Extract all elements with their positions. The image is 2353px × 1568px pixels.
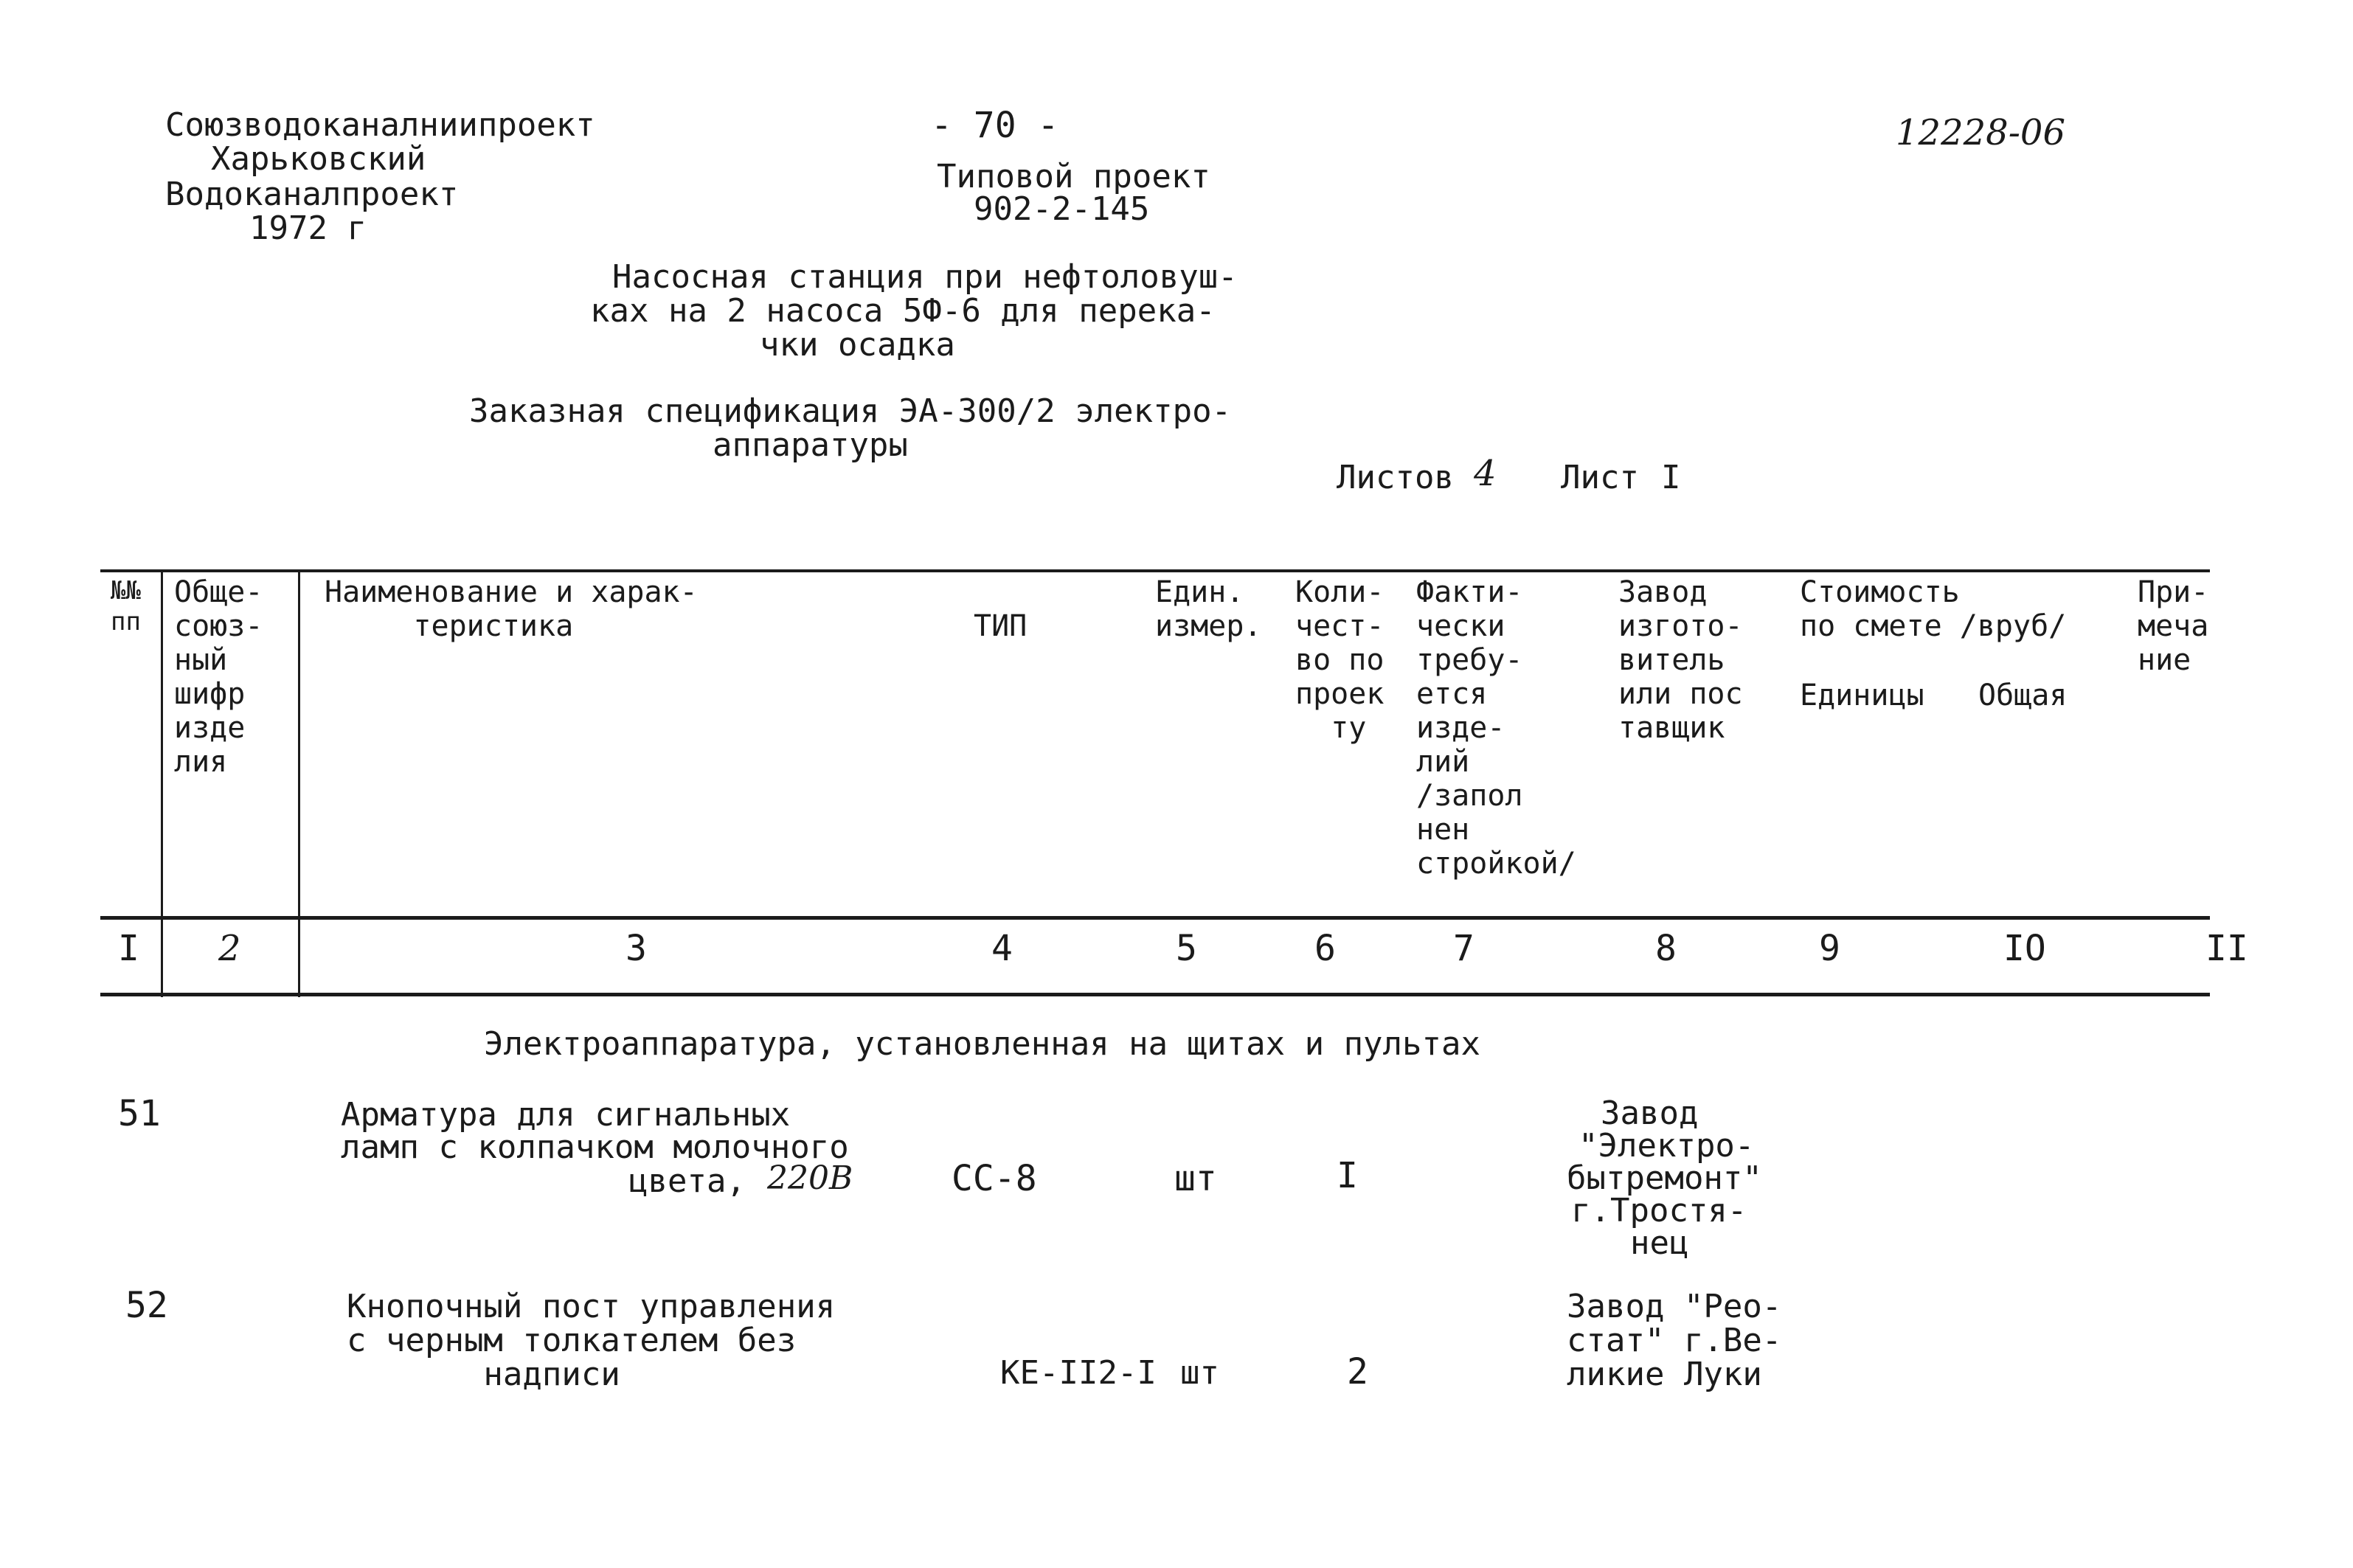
sheets-total-label: Листов	[1337, 459, 1454, 496]
row-52-maker-line-3: ликие Луки	[1567, 1356, 1762, 1393]
table-col-divider-2	[298, 572, 300, 997]
row-51-name-line-1: Арматура для сигнальных	[341, 1096, 791, 1134]
row-51-voltage-handwritten: 220В	[767, 1159, 853, 1197]
row-52-type: КЕ-II2-I	[1000, 1354, 1157, 1392]
col-header-cost: Стоимость по смете /вруб/	[1800, 575, 2067, 643]
row-52-maker-line-1: Завод "Рео-	[1567, 1288, 1782, 1325]
col-header-qty-project: Коли- чест- во по проек ту	[1295, 575, 1385, 745]
row-51-maker-line-1: Завод	[1601, 1095, 1699, 1132]
row-51-type: СС-8	[952, 1158, 1037, 1199]
col-header-cost-unit: Единицы	[1800, 679, 1924, 712]
row-52-maker-line-2: стат" г.Ве-	[1567, 1322, 1782, 1359]
row-51-number: 51	[118, 1093, 161, 1134]
row-51-maker-line-2: "Электро-	[1579, 1127, 1755, 1165]
row-52-name-line-1: Кнопочный пост управления	[347, 1288, 836, 1325]
row-51-name-line-3: цвета,	[628, 1162, 746, 1200]
project-label: Типовой проект	[937, 158, 1210, 195]
row-52-number: 52	[125, 1285, 168, 1326]
row-51-maker-line-5: нец	[1630, 1224, 1689, 1262]
col-header-note: При- меча ние	[2138, 575, 2209, 677]
col-header-cost-total: Общая	[1978, 679, 2068, 712]
object-title-line-1: Насосная станция при нефтоловуш-	[612, 258, 1238, 296]
object-title-line-2: ках на 2 насоса 5Ф-6 для перека-	[590, 292, 1216, 330]
row-52-qty: 2	[1347, 1351, 1368, 1392]
col-number-4: 4	[991, 928, 1013, 969]
col-header-manufacturer: Завод изгото- витель или пос тавщик	[1618, 575, 1743, 745]
col-number-1: I	[118, 928, 139, 969]
col-header-unit: Един. измер.	[1155, 575, 1262, 643]
organization-city: Харьковский	[211, 140, 426, 178]
sheet-value: I	[1661, 459, 1681, 496]
row-52-name-line-2: с черным толкателем без	[347, 1322, 797, 1359]
row-51-maker-line-4: г.Тростя-	[1571, 1192, 1747, 1229]
organization-division: Водоканалпроект	[165, 176, 459, 213]
project-code: 902-2-145	[974, 190, 1150, 228]
row-51-maker-line-3: бытремонт"	[1567, 1159, 1762, 1197]
object-title-line-3: чки осадка	[760, 326, 955, 364]
row-52-unit: шт	[1180, 1354, 1219, 1392]
organization-name: Союзводоканалниипроект	[165, 106, 595, 144]
organization-year: 1972 г	[249, 209, 367, 247]
col-number-7: 7	[1453, 928, 1474, 969]
table-top-border	[100, 569, 2210, 572]
section-title: Электроаппаратура, установленная на щитах и пультах	[484, 1025, 1481, 1063]
col-header-row-number: №№ пп	[111, 576, 141, 636]
col-header-type: ТИП	[974, 609, 1028, 643]
col-header-qty-actual: Факти- чески требу- ется изде- лий /запол нен стройкой/	[1416, 575, 1576, 881]
row-52-name-line-3: надписи	[347, 1356, 620, 1393]
row-51-unit: шт	[1174, 1158, 1217, 1199]
col-number-10: IO	[2003, 928, 2046, 969]
col-header-name: Наименование и харак- теристика	[325, 575, 698, 643]
col-number-9: 9	[1819, 928, 1840, 969]
sheets-total-value: 4	[1474, 453, 1497, 494]
row-51-name-line-2: ламп с колпачком молочного	[341, 1128, 849, 1166]
col-number-8: 8	[1655, 928, 1677, 969]
spec-title-line-2: аппаратуры	[713, 426, 908, 464]
col-number-5: 5	[1176, 928, 1197, 969]
sheet-label: Лист	[1561, 459, 1639, 496]
spec-title-line-1: Заказная спецификация ЭА-300/2 электро-	[469, 392, 1232, 430]
col-number-6: 6	[1314, 928, 1336, 969]
document-number: 12228-06	[1896, 112, 2065, 153]
page-number: - 70 -	[931, 105, 1059, 146]
col-number-3: 3	[625, 928, 647, 969]
col-number-2: 2	[218, 928, 241, 969]
table-col-divider-1	[161, 572, 163, 997]
col-number-11: II	[2205, 928, 2248, 969]
table-numbering-bottom-border	[100, 993, 2210, 996]
table-header-bottom-border	[100, 916, 2210, 920]
row-51-qty: I	[1337, 1155, 1358, 1196]
col-header-union-code: Обще- союз- ный шифр изде лия	[174, 575, 263, 779]
